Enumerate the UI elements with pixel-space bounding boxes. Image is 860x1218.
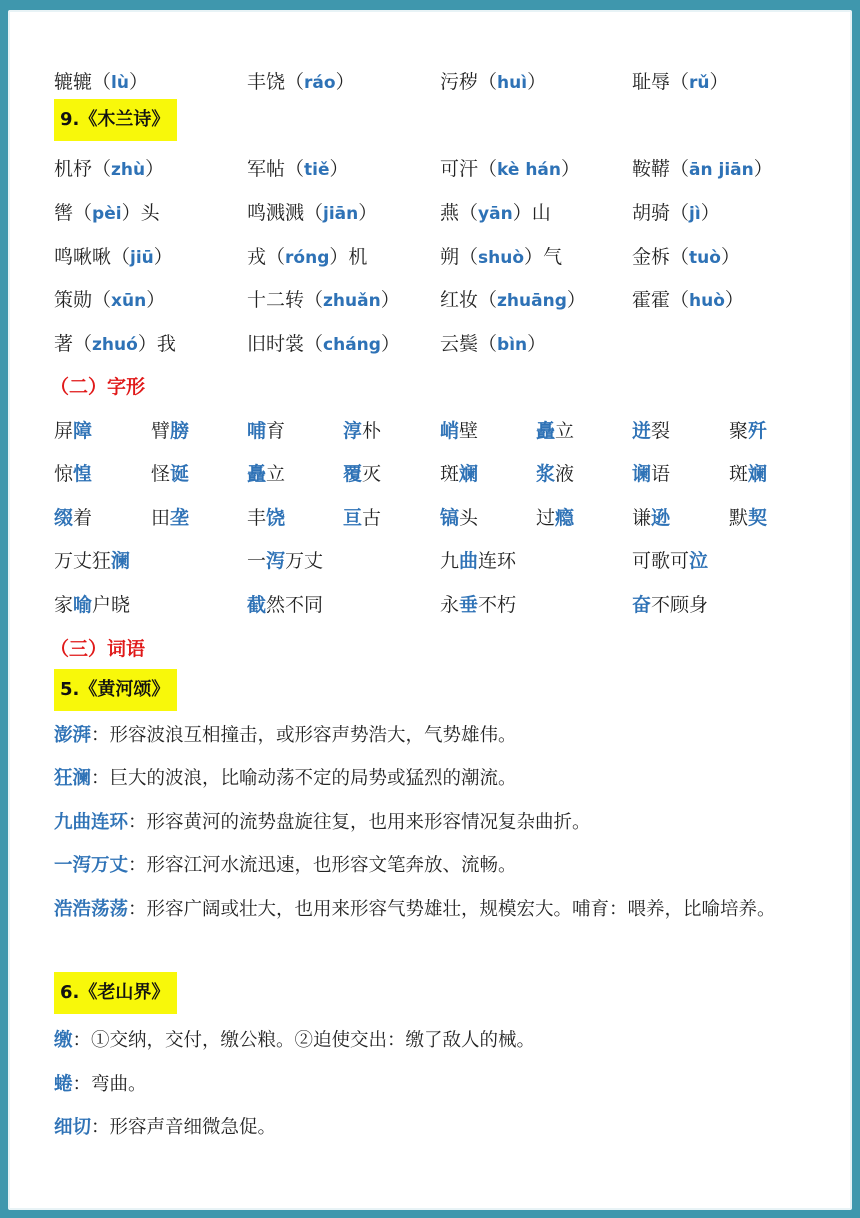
definition-text: ：形容波浪互相撞击，或形容声势浩大，气势雄伟。 xyxy=(91,725,517,746)
pinyin-item xyxy=(632,198,720,229)
section-title xyxy=(50,634,145,664)
paren: （ xyxy=(73,202,93,224)
glyph-word xyxy=(536,459,574,489)
glyph-char: 惶 xyxy=(73,463,93,485)
glyph-char: 契 xyxy=(748,507,768,529)
paren: （ xyxy=(285,71,305,93)
pinyin-word: 燕 xyxy=(440,202,460,224)
definition xyxy=(54,1068,814,1101)
pinyin: cháng xyxy=(323,335,381,355)
glyph-word xyxy=(151,459,189,489)
paren: （ xyxy=(478,333,498,355)
pinyin-item xyxy=(440,198,551,229)
pinyin: zhù xyxy=(111,160,146,180)
paren: （ xyxy=(304,333,324,355)
paren: ） xyxy=(137,333,157,355)
page-frame xyxy=(8,10,852,1210)
definition-term: 蜷 xyxy=(54,1074,73,1095)
glyph-char: 过 xyxy=(536,507,556,529)
idiom-key-char: 泻 xyxy=(266,550,286,572)
pinyin-item xyxy=(632,67,729,98)
paren: （ xyxy=(478,71,498,93)
glyph-char: 缀 xyxy=(54,507,74,529)
glyph-char: 谰 xyxy=(632,463,652,485)
paren: （ xyxy=(285,158,305,180)
glyph-char: 育 xyxy=(266,420,286,442)
pinyin: rǔ xyxy=(689,73,710,93)
glyph-word xyxy=(536,416,574,446)
pinyin-item xyxy=(54,285,165,316)
paren: ） xyxy=(335,71,355,93)
glyph-char: 着 xyxy=(73,507,93,529)
glyph-char: 逊 xyxy=(651,507,671,529)
glyph-char: 壁 xyxy=(459,420,479,442)
pinyin-item xyxy=(440,329,546,360)
pinyin-word: 胡骑 xyxy=(632,202,671,224)
idiom-part: 连环 xyxy=(478,550,517,572)
paren: ） xyxy=(527,333,547,355)
glyph-char: 镐 xyxy=(440,507,460,529)
glyph-char: 古 xyxy=(362,507,382,529)
pinyin-word: 著 xyxy=(54,333,74,355)
glyph-word xyxy=(440,459,478,489)
glyph-char: 垄 xyxy=(170,507,190,529)
glyph-char: 立 xyxy=(555,420,575,442)
idiom-part: 一 xyxy=(247,550,267,572)
paren: （ xyxy=(670,289,690,311)
idiom xyxy=(440,590,516,620)
paren: ） xyxy=(566,289,586,311)
glyph-char: 诞 xyxy=(170,463,190,485)
pinyin: huì xyxy=(497,73,528,93)
glyph-word xyxy=(729,459,767,489)
idiom xyxy=(247,590,323,620)
pinyin-item xyxy=(247,67,355,98)
pinyin-item xyxy=(54,242,173,273)
paren: （ xyxy=(459,202,479,224)
pinyin-item xyxy=(440,242,562,273)
glyph-word xyxy=(247,459,285,489)
pinyin-item xyxy=(54,67,148,98)
idiom xyxy=(247,546,323,576)
lesson-heading: 9.《木兰诗》 xyxy=(54,99,177,141)
paren: （ xyxy=(266,246,286,268)
glyph-word xyxy=(440,416,478,446)
pinyin-word: 鞍鞯 xyxy=(632,158,671,180)
glyph-char: 裂 xyxy=(651,420,671,442)
glyph-word xyxy=(151,503,189,533)
glyph-word xyxy=(632,503,670,533)
glyph-char: 哺 xyxy=(247,420,267,442)
definition-term: 浩浩荡荡 xyxy=(54,899,129,920)
glyph-word xyxy=(343,503,381,533)
pinyin: bìn xyxy=(497,335,528,355)
glyph-char: 朴 xyxy=(362,420,382,442)
idiom-part: 户晓 xyxy=(92,594,131,616)
glyph-char: 默 xyxy=(729,507,749,529)
pinyin-word-suffix: 气 xyxy=(543,246,563,268)
glyph-char: 覆 xyxy=(343,463,363,485)
definition xyxy=(54,893,814,926)
definition xyxy=(54,762,814,795)
glyph-char: 亘 xyxy=(343,507,363,529)
glyph-char: 斑 xyxy=(440,463,460,485)
idiom-part: 不朽 xyxy=(478,594,517,616)
idiom xyxy=(632,590,708,620)
pinyin: zhuǎn xyxy=(323,291,381,311)
glyph-char: 斓 xyxy=(748,463,768,485)
definition-text: ：形容黄河的流势盘旋往复，也用来形容情况复杂曲折。 xyxy=(128,812,591,833)
definition xyxy=(54,849,814,882)
pinyin-item xyxy=(54,198,160,229)
pinyin-item xyxy=(632,154,773,185)
definition-text: ：巨大的波浪，比喻动荡不定的局势或猛烈的潮流。 xyxy=(91,768,517,789)
pinyin: tiě xyxy=(304,160,330,180)
pinyin-word: 戎 xyxy=(247,246,267,268)
glyph-word xyxy=(247,416,285,446)
section-title xyxy=(50,372,145,402)
glyph-word xyxy=(54,459,92,489)
pinyin-item xyxy=(247,285,400,316)
idiom-key-char: 截 xyxy=(247,594,267,616)
glyph-word xyxy=(440,503,478,533)
pinyin: tuò xyxy=(689,248,721,268)
pinyin-word-suffix: 山 xyxy=(531,202,551,224)
pinyin-word: 机杼 xyxy=(54,158,93,180)
definition-term: 狂澜 xyxy=(54,768,92,789)
definition-term: 澎湃 xyxy=(54,725,92,746)
glyph-word xyxy=(536,503,574,533)
glyph-char: 矗 xyxy=(536,420,556,442)
pinyin: jiū xyxy=(130,248,154,268)
pinyin-item xyxy=(440,67,546,98)
glyph-word xyxy=(729,503,767,533)
paren: （ xyxy=(670,246,690,268)
paren: ） xyxy=(524,246,544,268)
section-title-text: （二）字形 xyxy=(50,376,146,398)
paren: ） xyxy=(329,158,349,180)
glyph-char: 障 xyxy=(73,420,93,442)
pinyin-word: 十二转 xyxy=(247,289,305,311)
pinyin: kè hán xyxy=(497,160,562,180)
definition-text: ：弯曲。 xyxy=(72,1074,147,1095)
glyph-char: 峭 xyxy=(440,420,460,442)
glyph-word xyxy=(729,416,767,446)
glyph-char: 丰 xyxy=(247,507,267,529)
glyph-word xyxy=(632,459,670,489)
idiom xyxy=(632,546,708,576)
pinyin-word: 朔 xyxy=(440,246,460,268)
definition xyxy=(54,719,814,752)
glyph-char: 液 xyxy=(555,463,575,485)
paren: ） xyxy=(329,246,349,268)
definition-text: ：形容广阔或壮大，也用来形容气势雄壮，规模宏大。哺育：喂养，比喻培养。 xyxy=(128,899,776,920)
pinyin-word: 丰饶 xyxy=(247,71,286,93)
glyph-char: 屏 xyxy=(54,420,74,442)
glyph-char: 淳 xyxy=(343,420,363,442)
paren: ） xyxy=(720,246,740,268)
idiom-part: 万丈狂 xyxy=(54,550,112,572)
pinyin: zhuāng xyxy=(497,291,567,311)
pinyin-word-suffix: 机 xyxy=(348,246,368,268)
paren: （ xyxy=(304,202,324,224)
idiom-key-char: 垂 xyxy=(459,594,479,616)
pinyin-word: 策勋 xyxy=(54,289,93,311)
definition-text: ：①交纳，交付，缴公粮。②迫使交出：缴了敌人的械。 xyxy=(72,1030,536,1051)
definition xyxy=(54,806,814,839)
pinyin-item xyxy=(440,154,580,185)
pinyin: ān jiān xyxy=(689,160,754,180)
idiom-part: 不顾身 xyxy=(651,594,709,616)
glyph-char: 膀 xyxy=(170,420,190,442)
paren: （ xyxy=(92,289,112,311)
pinyin: yān xyxy=(478,204,513,224)
pinyin-word-suffix: 头 xyxy=(140,202,160,224)
pinyin: lù xyxy=(111,73,129,93)
glyph-char: 斑 xyxy=(729,463,749,485)
paren: ） xyxy=(145,158,165,180)
paren: （ xyxy=(304,289,324,311)
idiom-key-char: 澜 xyxy=(111,550,131,572)
glyph-char: 瘾 xyxy=(555,507,575,529)
glyph-char: 饶 xyxy=(266,507,286,529)
idiom-part: 永 xyxy=(440,594,460,616)
pinyin-item xyxy=(247,242,367,273)
idiom-part: 九 xyxy=(440,550,460,572)
idiom xyxy=(440,546,516,576)
pinyin-item xyxy=(632,285,744,316)
definition-text: ：形容江河水流迅速，也形容文笔奔放、流畅。 xyxy=(128,855,517,876)
pinyin-word: 辔 xyxy=(54,202,74,224)
paren: ） xyxy=(121,202,141,224)
pinyin-word: 红妆 xyxy=(440,289,479,311)
idiom xyxy=(54,590,130,620)
lesson-heading: 5.《黄河颂》 xyxy=(54,669,177,711)
glyph-char: 聚 xyxy=(729,420,749,442)
pinyin: shuò xyxy=(478,248,525,268)
glyph-word xyxy=(343,459,381,489)
paren: （ xyxy=(111,246,131,268)
pinyin: ráo xyxy=(304,73,336,93)
idiom-part: 然不同 xyxy=(266,594,324,616)
pinyin-item xyxy=(247,329,400,360)
glyph-char: 灭 xyxy=(362,463,382,485)
paren: ） xyxy=(527,71,547,93)
pinyin-word: 可汗 xyxy=(440,158,479,180)
glyph-char: 迸 xyxy=(632,420,652,442)
paren: （ xyxy=(670,202,690,224)
definition-term: 细切 xyxy=(54,1117,92,1138)
pinyin-word: 旧时裳 xyxy=(247,333,305,355)
glyph-word xyxy=(247,503,285,533)
glyph-char: 歼 xyxy=(748,420,768,442)
paren: （ xyxy=(478,158,498,180)
pinyin-word: 污秽 xyxy=(440,71,479,93)
glyph-char: 怪 xyxy=(151,463,171,485)
pinyin-item xyxy=(440,285,586,316)
pinyin: huò xyxy=(689,291,725,311)
lesson-heading: 6.《老山界》 xyxy=(54,972,177,1014)
paren: ） xyxy=(128,71,148,93)
paren: ） xyxy=(700,202,720,224)
idiom-part: 可歌可 xyxy=(632,550,690,572)
glyph-char: 田 xyxy=(151,507,171,529)
pinyin-item xyxy=(247,198,377,229)
pinyin-word: 辘辘 xyxy=(54,71,93,93)
pinyin-item xyxy=(247,154,349,185)
glyph-word xyxy=(632,416,670,446)
glyph-word xyxy=(343,416,381,446)
glyph-char: 谦 xyxy=(632,507,652,529)
pinyin: jiān xyxy=(323,204,359,224)
pinyin-word: 耻辱 xyxy=(632,71,671,93)
paren: （ xyxy=(73,333,93,355)
pinyin-word: 霍霍 xyxy=(632,289,671,311)
glyph-char: 语 xyxy=(651,463,671,485)
paren: ） xyxy=(512,202,532,224)
pinyin-item xyxy=(632,242,740,273)
pinyin-word: 云鬓 xyxy=(440,333,479,355)
glyph-word xyxy=(54,503,92,533)
paren: （ xyxy=(670,158,690,180)
pinyin: róng xyxy=(285,248,330,268)
pinyin-word: 鸣溅溅 xyxy=(247,202,305,224)
idiom-key-char: 泣 xyxy=(689,550,709,572)
idiom-key-char: 曲 xyxy=(459,550,479,572)
glyph-char: 矗 xyxy=(247,463,267,485)
paren: （ xyxy=(459,246,479,268)
paren: ） xyxy=(380,333,400,355)
paren: ） xyxy=(146,289,166,311)
definition-term: 一泻万丈 xyxy=(54,855,129,876)
paren: （ xyxy=(670,71,690,93)
definition-term: 九曲连环 xyxy=(54,812,129,833)
pinyin: jì xyxy=(689,204,701,224)
pinyin-word: 鸣啾啾 xyxy=(54,246,112,268)
glyph-char: 臂 xyxy=(151,420,171,442)
pinyin-word: 金柝 xyxy=(632,246,671,268)
idiom-key-char: 喻 xyxy=(73,594,93,616)
glyph-char: 头 xyxy=(459,507,479,529)
definition-text: ：形容声音细微急促。 xyxy=(91,1117,277,1138)
paren: ） xyxy=(358,202,378,224)
glyph-char: 立 xyxy=(266,463,286,485)
pinyin-word-suffix: 我 xyxy=(156,333,176,355)
idiom-part: 万丈 xyxy=(285,550,324,572)
pinyin: pèi xyxy=(92,204,122,224)
paren: （ xyxy=(92,71,112,93)
definition-term: 缴 xyxy=(54,1030,73,1051)
pinyin: zhuó xyxy=(92,335,138,355)
definition xyxy=(54,1111,814,1144)
paren: ） xyxy=(561,158,581,180)
pinyin-item xyxy=(54,329,176,360)
document-content xyxy=(10,12,854,1212)
paren: ） xyxy=(724,289,744,311)
paren: ） xyxy=(380,289,400,311)
paren: ） xyxy=(753,158,773,180)
idiom xyxy=(54,546,130,576)
pinyin-word: 军帖 xyxy=(247,158,286,180)
section-title-text: （三）词语 xyxy=(50,638,146,660)
idiom-part: 家 xyxy=(54,594,74,616)
paren: ） xyxy=(153,246,173,268)
glyph-char: 惊 xyxy=(54,463,74,485)
pinyin-item xyxy=(54,154,164,185)
glyph-word xyxy=(151,416,189,446)
paren: （ xyxy=(478,289,498,311)
glyph-char: 斓 xyxy=(459,463,479,485)
idiom-key-char: 奋 xyxy=(632,594,652,616)
glyph-word xyxy=(54,416,92,446)
paren: ） xyxy=(709,71,729,93)
definition xyxy=(54,1024,814,1057)
glyph-char: 浆 xyxy=(536,463,556,485)
pinyin: xūn xyxy=(111,291,147,311)
paren: （ xyxy=(92,158,112,180)
